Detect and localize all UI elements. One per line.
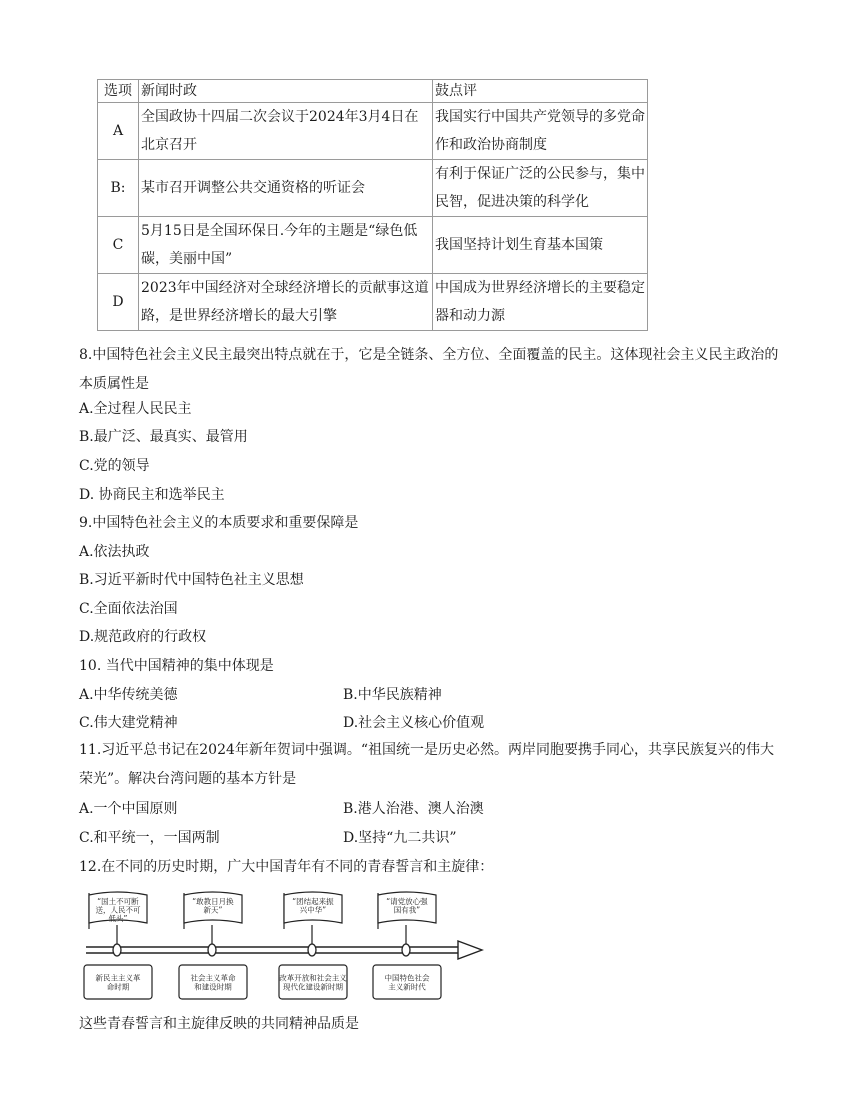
period-label-text: 主义新时代: [388, 982, 426, 992]
flag-slogan-text: “团结起来振: [292, 897, 334, 906]
period-label-text: 中国特色社会: [384, 973, 430, 983]
q11-option-a: A.一个中国原则: [79, 801, 178, 817]
table-row: [98, 274, 648, 331]
q11-option-c: C.和平统一，一国两制: [79, 830, 220, 846]
header-comment: 鼓点评: [433, 80, 648, 103]
q11-option-b: B.港人治港、澳人治澳: [343, 801, 484, 817]
news-commentary-table: [97, 79, 648, 331]
header-news: 新闻时政: [139, 80, 433, 103]
timeline-node: [308, 944, 316, 956]
q10-option-a: A.中华传统美德: [79, 687, 178, 703]
q12-tail: 这些青春誓言和主旋律反映的共同精神品质是: [79, 1016, 359, 1032]
q9-option-c: C.全面依法治国: [79, 601, 178, 617]
q9-option-b: B.习近平新时代中国特色社主义思想: [79, 572, 304, 588]
row-news: 某市召开调整公共交通资格的听证会: [139, 160, 433, 217]
flag-slogan-text: “请党放心强: [386, 897, 428, 906]
q8-option-d: D. 协商民主和选举民主: [79, 487, 225, 503]
row-news: 5月15日是全国环保日.今年的主题是“绿色低碳，美丽中国”: [139, 217, 433, 274]
q10-option-b: B.中华民族精神: [343, 687, 442, 703]
timeline-node: [208, 944, 216, 956]
row-comment: 我国坚持计划生育基本国策: [433, 217, 648, 274]
timeline-period: [373, 965, 441, 999]
row-news: 全国政协十四届二次会议于2024年3月4日在北京召开: [139, 103, 433, 160]
row-news: 2023年中国经济对全球经济增长的贡献事这道路，是世界经济增长的最大引擎: [139, 274, 433, 331]
q8-option-c: C.党的领导: [79, 458, 150, 474]
period-label-text: 命时期: [106, 982, 130, 992]
period-label-text: 社会主义革命: [190, 973, 236, 983]
header-option: 选项: [98, 80, 139, 103]
q9-option-d: D.规范政府的行政权: [79, 629, 207, 645]
flag-slogan-text: 国有我”: [393, 905, 421, 915]
row-option: B:: [98, 160, 139, 217]
q9-stem: 9.中国特色社会主义的本质要求和重要保障是: [79, 515, 359, 531]
flag-slogan-text: 新天”: [203, 905, 223, 915]
q11-stem: 11.习近平总书记在2024年新年贺词中强调。“祖国统一是历史必然。两岸同胞要携手同心，共享民族复兴的伟大荣光”。解决台湾问题的基本方针是: [79, 742, 775, 787]
q8-option-b: B.最广泛、最真实、最管用: [79, 429, 248, 445]
row-comment: 中国成为世界经济增长的主要稳定器和动力源: [433, 274, 648, 331]
table-row: [98, 103, 648, 160]
row-option: D: [98, 274, 139, 331]
timeline-period: [279, 965, 347, 999]
timeline-arrow-icon: [458, 941, 482, 959]
q10-stem: 10. 当代中国精神的集中体现是: [79, 658, 274, 674]
row-option: C: [98, 217, 139, 274]
q10-option-d: D.社会主义核心价值观: [343, 715, 485, 731]
flag-slogan-text: 低头”: [108, 914, 128, 923]
period-label-text: 现代化建设新时期: [283, 982, 343, 992]
row-option: A: [98, 103, 139, 160]
flag-slogan-text: “国土不可断: [97, 897, 139, 906]
timeline-period: [179, 965, 247, 999]
row-comment: 有利于保证广泛的公民参与，集中民智，促进决策的科学化: [433, 160, 648, 217]
flag-slogan-text: 兴中华”: [299, 905, 327, 915]
q12-stem: 12.在不同的历史时期，广大中国青年有不同的青春誓言和主旋律：: [79, 859, 494, 875]
q8-stem: 8.中国特色社会主义民主最突出特点就在于，它是全链条、全方位、全面覆盖的民主。这体现社会主义民主政治的本质属性是: [79, 347, 779, 392]
timeline-node: [113, 944, 121, 956]
table-header-row: [98, 80, 648, 103]
table-row: [98, 217, 648, 274]
q9-option-a: A.依法执政: [79, 544, 150, 560]
period-label-text: 改革开放和社会主义: [279, 973, 347, 983]
period-label-text: 和建设时期: [194, 982, 232, 992]
timeline-period: [84, 965, 152, 999]
q11-option-d: D.坚持“九二共识”: [343, 830, 457, 846]
timeline-node: [402, 944, 410, 956]
row-comment: 我国实行中国共产党领导的多党命作和政治协商制度: [433, 103, 648, 160]
youth-timeline-figure: [82, 889, 484, 1001]
period-label-text: 新民主主义革: [95, 973, 141, 983]
q10-option-c: C.伟大建党精神: [79, 715, 178, 731]
q8-option-a: A.全过程人民民主: [79, 401, 192, 417]
flag-slogan-text: 送，人民不可: [95, 905, 141, 915]
table-row: [98, 160, 648, 217]
flag-slogan-text: “敢教日月换: [192, 897, 234, 906]
